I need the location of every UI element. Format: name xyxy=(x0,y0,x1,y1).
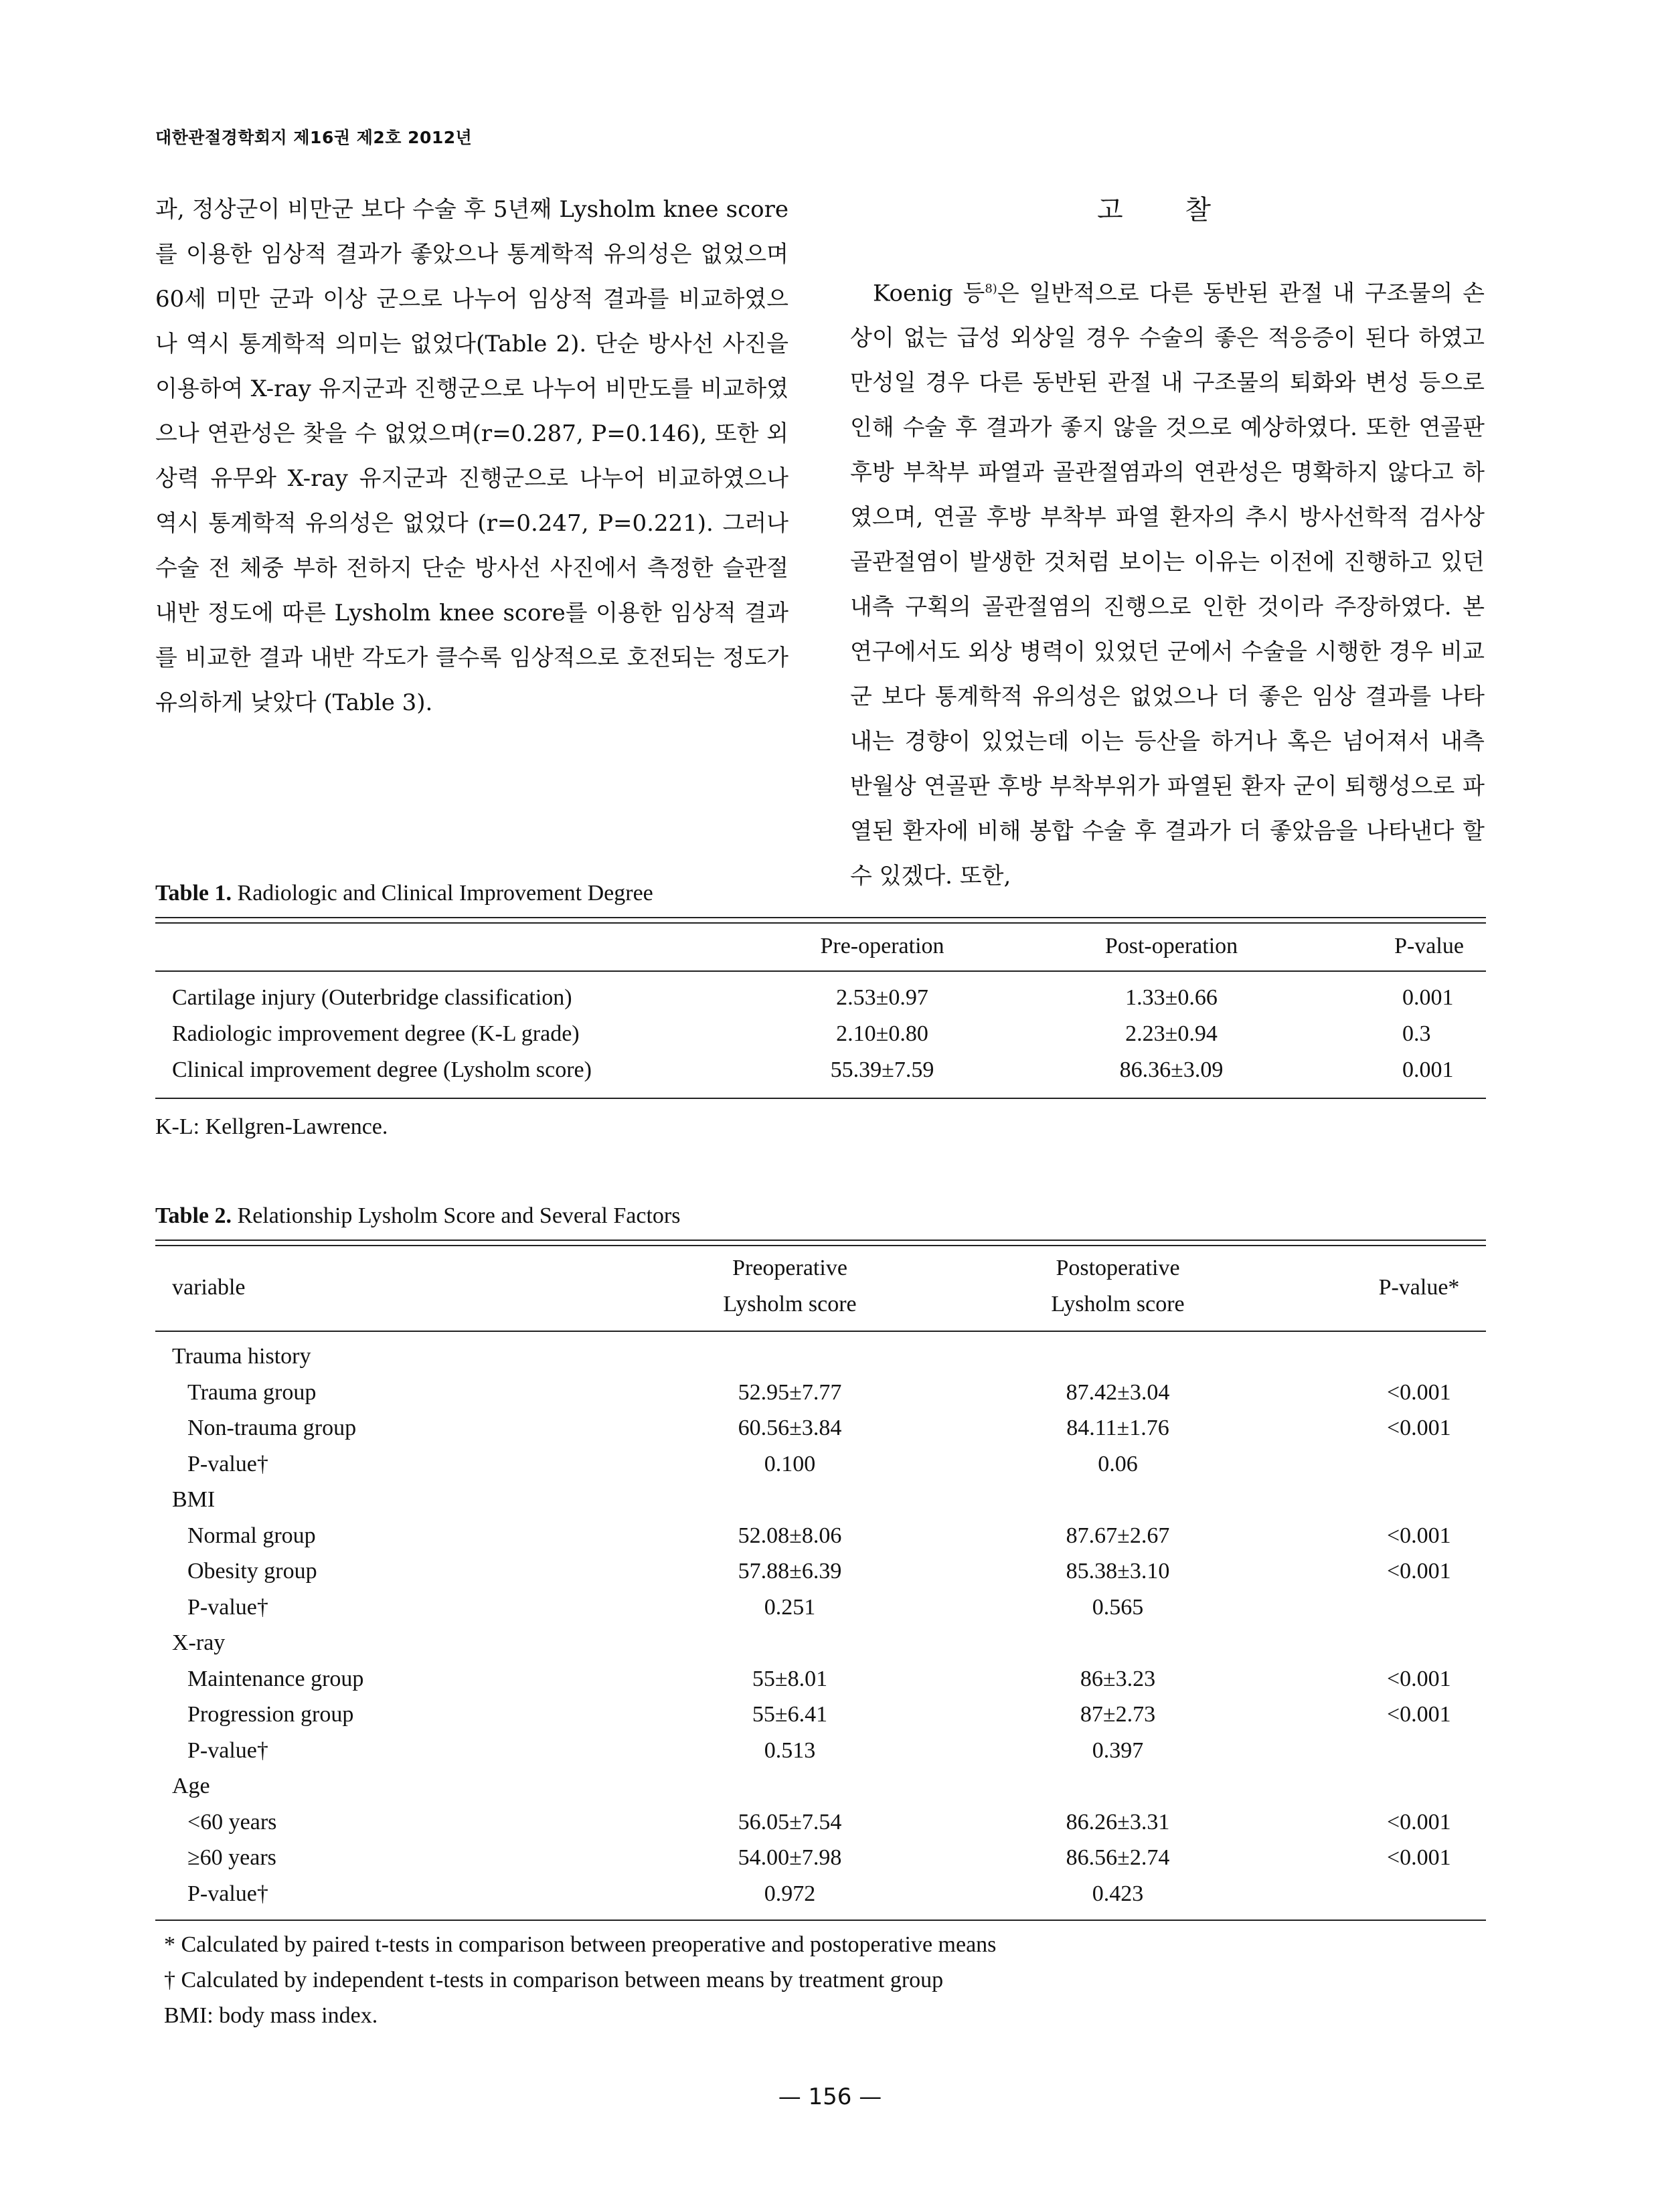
table1-row3-post: 86.36±3.09 xyxy=(1119,1057,1224,1082)
table1-row2-pvalue: 0.3 xyxy=(1402,1021,1431,1046)
table2-header-pre-line1: Preoperative xyxy=(732,1256,847,1280)
page-number: — 156 — xyxy=(778,2083,882,2110)
table1-label: Table 1. xyxy=(155,881,232,906)
table1-top-rule xyxy=(155,917,1486,918)
table2-header-post-line2: Lysholm score xyxy=(1051,1292,1185,1316)
table1-top-rule-2 xyxy=(155,922,1486,924)
table2-obesity-group-pvalue: <0.001 xyxy=(1387,1559,1451,1584)
table2-row-60-plus: ≥60 years xyxy=(187,1845,276,1870)
table2-obesity-group-post: 85.38±3.10 xyxy=(1066,1559,1170,1584)
table2-normal-group-post: 87.67±2.67 xyxy=(1066,1523,1170,1548)
table2-row-trauma-pvalue: P-value† xyxy=(187,1452,268,1476)
right-column-body: 은 일반적으로 다른 동반된 관절 내 구조물의 손상이 없는 급성 외상일 경우 수술의 좋은 적응증이 된다 하였고 만성일 경우 다른 동반된 관절 내 구조물의 퇴화와 변성 등으로 인해 수술 후 결과가 좋지 않을 것으로 예상하였다. 또한 연골판 후방 부착부 파열과 골관절염과의 연관성은 명확하지 않다고 하였으며, 연골 후방 부착부 파열 환자의 추시 방사선학적 검사상 골관절염이 발생한 것처럼 보이는 이유는 이전에 진행하고 있던 내측 구획의 골관절염의 진행으로 인한 것이라 주장하였다. 본 연구에서도 외상 병력이 있었던 군에서 수술을 시행한 경우 비교군 보다 통계학적 유의성은 없었으나 더 좋은 임상 결과를 나타내는 경향이 있었는데 이는 등산을 하거나 혹은 넘어져서 내측 반월상 연골판 후방 부착부위가 파열된 환자 군이 퇴행성으로 파열된 환자에 비해 봉합 수술 후 결과가 더 좋았음을 나타낸다 할 수 있겠다. 또한, xyxy=(850,280,1485,890)
table2-trauma-group-pre: 52.95±7.77 xyxy=(738,1380,842,1405)
table2-bottom-rule xyxy=(155,1920,1486,1921)
table2-title: Relationship Lysholm Score and Several Factors xyxy=(237,1203,681,1228)
table2-group-trauma-history: Trauma history xyxy=(172,1344,311,1369)
table1-row1-post: 1.33±0.66 xyxy=(1125,985,1218,1010)
table2-xray-pvalue-post: 0.397 xyxy=(1092,1738,1144,1763)
left-column-text: 과, 정상군이 비만군 보다 수술 후 5년째 Lysholm knee score를 이용한 임상적 결과가 좋았으나 통계학적 유의성은 없었으며 60세 미만 군과 이상 군으로 나누어 임상적 결과를 비교하였으나 역시 통계학적 의미는 없었다(Table 2). 단순 방사선 사진을 이용하여 X-ray 유지군과 진행군으로 나누어 비만도를 비교하였으나 연관성은 찾을 수 없었으며(r=0.287, P=0.146), 또한 외상력 유무와 X-ray 유지군과 진행군으로 나누어 비교하였으나 역시 통계학적 유의성은 없었다 (r=0.247, P=0.221). 그러나 수술 전 체중 부하 전하지 단순 방사선 사진에서 측정한 슬관절 내반 정도에 따른 Lysholm knee score를 이용한 임상적 결과를 비교한 결과 내반 각도가 클수록 임상적으로 호전되는 정도가 유의하게 낮았다 (Table 3). xyxy=(155,196,788,716)
table2-age-pvalue-post: 0.423 xyxy=(1092,1881,1144,1906)
table2-header-post-line1: Postoperative xyxy=(1056,1256,1180,1280)
table2-header-variable: variable xyxy=(172,1275,246,1300)
table2-non-trauma-group-pvalue: <0.001 xyxy=(1387,1416,1451,1440)
table1-caption xyxy=(155,881,653,906)
table2-footnote-3: BMI: body mass index. xyxy=(164,2003,378,2028)
table2-group-bmi: BMI xyxy=(172,1487,216,1512)
table2-maintenance-group-pvalue: <0.001 xyxy=(1387,1667,1451,1691)
table2-progression-group-post: 87±2.73 xyxy=(1080,1702,1156,1727)
table2-trauma-group-pvalue: <0.001 xyxy=(1387,1380,1451,1405)
table1-header-pre: Pre-operation xyxy=(820,934,944,958)
table2-row-non-trauma-group: Non-trauma group xyxy=(187,1416,357,1440)
table2-row-under-60: <60 years xyxy=(187,1810,277,1835)
citation-lead: Koenig 등 xyxy=(873,280,985,307)
table2-row-trauma-group: Trauma group xyxy=(187,1380,317,1405)
table1-row3-pre: 55.39±7.59 xyxy=(830,1057,934,1082)
right-column xyxy=(850,266,1485,899)
table2-maintenance-group-post: 86±3.23 xyxy=(1080,1667,1156,1691)
right-column-text xyxy=(850,266,1485,899)
table2-top-rule xyxy=(155,1240,1486,1241)
table1-header-rule xyxy=(155,970,1486,972)
table2-row-bmi-pvalue: P-value† xyxy=(187,1595,268,1620)
table2-age-pvalue-pre: 0.972 xyxy=(764,1881,816,1906)
table1-row2-post: 2.23±0.94 xyxy=(1125,1021,1218,1046)
table2-caption xyxy=(155,1203,680,1229)
journal-header: 대한관절경학회지 제16권 제2호 2012년 xyxy=(155,128,473,147)
table2-xray-pvalue-pre: 0.513 xyxy=(764,1738,816,1763)
table2-header-pvalue: P-value* xyxy=(1378,1275,1460,1300)
table2-normal-group-pre: 52.08±8.06 xyxy=(738,1523,842,1548)
table2-trauma-pvalue-post: 0.06 xyxy=(1098,1452,1138,1476)
table2-non-trauma-group-pre: 60.56±3.84 xyxy=(738,1416,842,1440)
table2-trauma-pvalue-pre: 0.100 xyxy=(764,1452,816,1476)
table2-trauma-group-post: 87.42±3.04 xyxy=(1066,1380,1170,1405)
table1-row1-pre: 2.53±0.97 xyxy=(836,985,928,1010)
table2-progression-group-pre: 55±6.41 xyxy=(752,1702,828,1727)
table2-bmi-pvalue-post: 0.565 xyxy=(1092,1595,1144,1620)
table2-row-progression-group: Progression group xyxy=(187,1702,354,1727)
table1-row2-label: Radiologic improvement degree (K-L grade) xyxy=(172,1021,580,1046)
table2-group-age: Age xyxy=(172,1774,210,1798)
table2-row-maintenance-group: Maintenance group xyxy=(187,1667,364,1691)
table1-row3-pvalue: 0.001 xyxy=(1402,1057,1454,1082)
table2-row-normal-group: Normal group xyxy=(187,1523,316,1548)
table2-under-60-pvalue: <0.001 xyxy=(1387,1810,1451,1835)
section-heading-discussion: 고 찰 xyxy=(1097,195,1238,226)
table2-label: Table 2. xyxy=(155,1203,232,1228)
table2-non-trauma-group-post: 84.11±1.76 xyxy=(1066,1416,1169,1440)
table2-normal-group-pvalue: <0.001 xyxy=(1387,1523,1451,1548)
table2-obesity-group-pre: 57.88±6.39 xyxy=(738,1559,842,1584)
table1-footnote: K-L: Kellgren-Lawrence. xyxy=(155,1114,388,1139)
table1-title: Radiologic and Clinical Improvement Degree xyxy=(237,881,653,906)
left-column xyxy=(155,187,788,726)
table2-bmi-pvalue-pre: 0.251 xyxy=(764,1595,816,1620)
table2-group-xray: X-ray xyxy=(172,1630,226,1655)
table2-60-plus-pre: 54.00±7.98 xyxy=(738,1845,842,1870)
table2-row-age-pvalue: P-value† xyxy=(187,1881,268,1906)
table2-maintenance-group-pre: 55±8.01 xyxy=(752,1667,828,1691)
citation-ref: 8) xyxy=(985,282,997,296)
table2-row-xray-pvalue: P-value† xyxy=(187,1738,268,1763)
table1-row3-label: Clinical improvement degree (Lysholm score) xyxy=(172,1057,592,1082)
table2-header-rule xyxy=(155,1331,1486,1332)
table2-header-pre-line2: Lysholm score xyxy=(723,1292,857,1316)
table2-under-60-post: 86.26±3.31 xyxy=(1066,1810,1170,1835)
table1-header-post: Post-operation xyxy=(1104,934,1238,958)
table1-row1-pvalue: 0.001 xyxy=(1402,985,1454,1010)
table2-footnote-2: † Calculated by independent t-tests in comparison between means by treatment group xyxy=(164,1968,944,1992)
table1-row2-pre: 2.10±0.80 xyxy=(836,1021,928,1046)
table2-60-plus-post: 86.56±2.74 xyxy=(1066,1845,1170,1870)
table2-row-obesity-group: Obesity group xyxy=(187,1559,317,1584)
table2-60-plus-pvalue: <0.001 xyxy=(1387,1845,1451,1870)
table1-header-pvalue: P-value xyxy=(1394,934,1464,958)
table2-progression-group-pvalue: <0.001 xyxy=(1387,1702,1451,1727)
table2-top-rule-2 xyxy=(155,1245,1486,1246)
table1-bottom-rule xyxy=(155,1098,1486,1099)
table2-footnote-1: * Calculated by paired t-tests in comparison between preoperative and postoperative means xyxy=(164,1932,997,1957)
table2-under-60-pre: 56.05±7.54 xyxy=(738,1810,842,1835)
table1-row1-label: Cartilage injury (Outerbridge classification) xyxy=(172,985,572,1010)
